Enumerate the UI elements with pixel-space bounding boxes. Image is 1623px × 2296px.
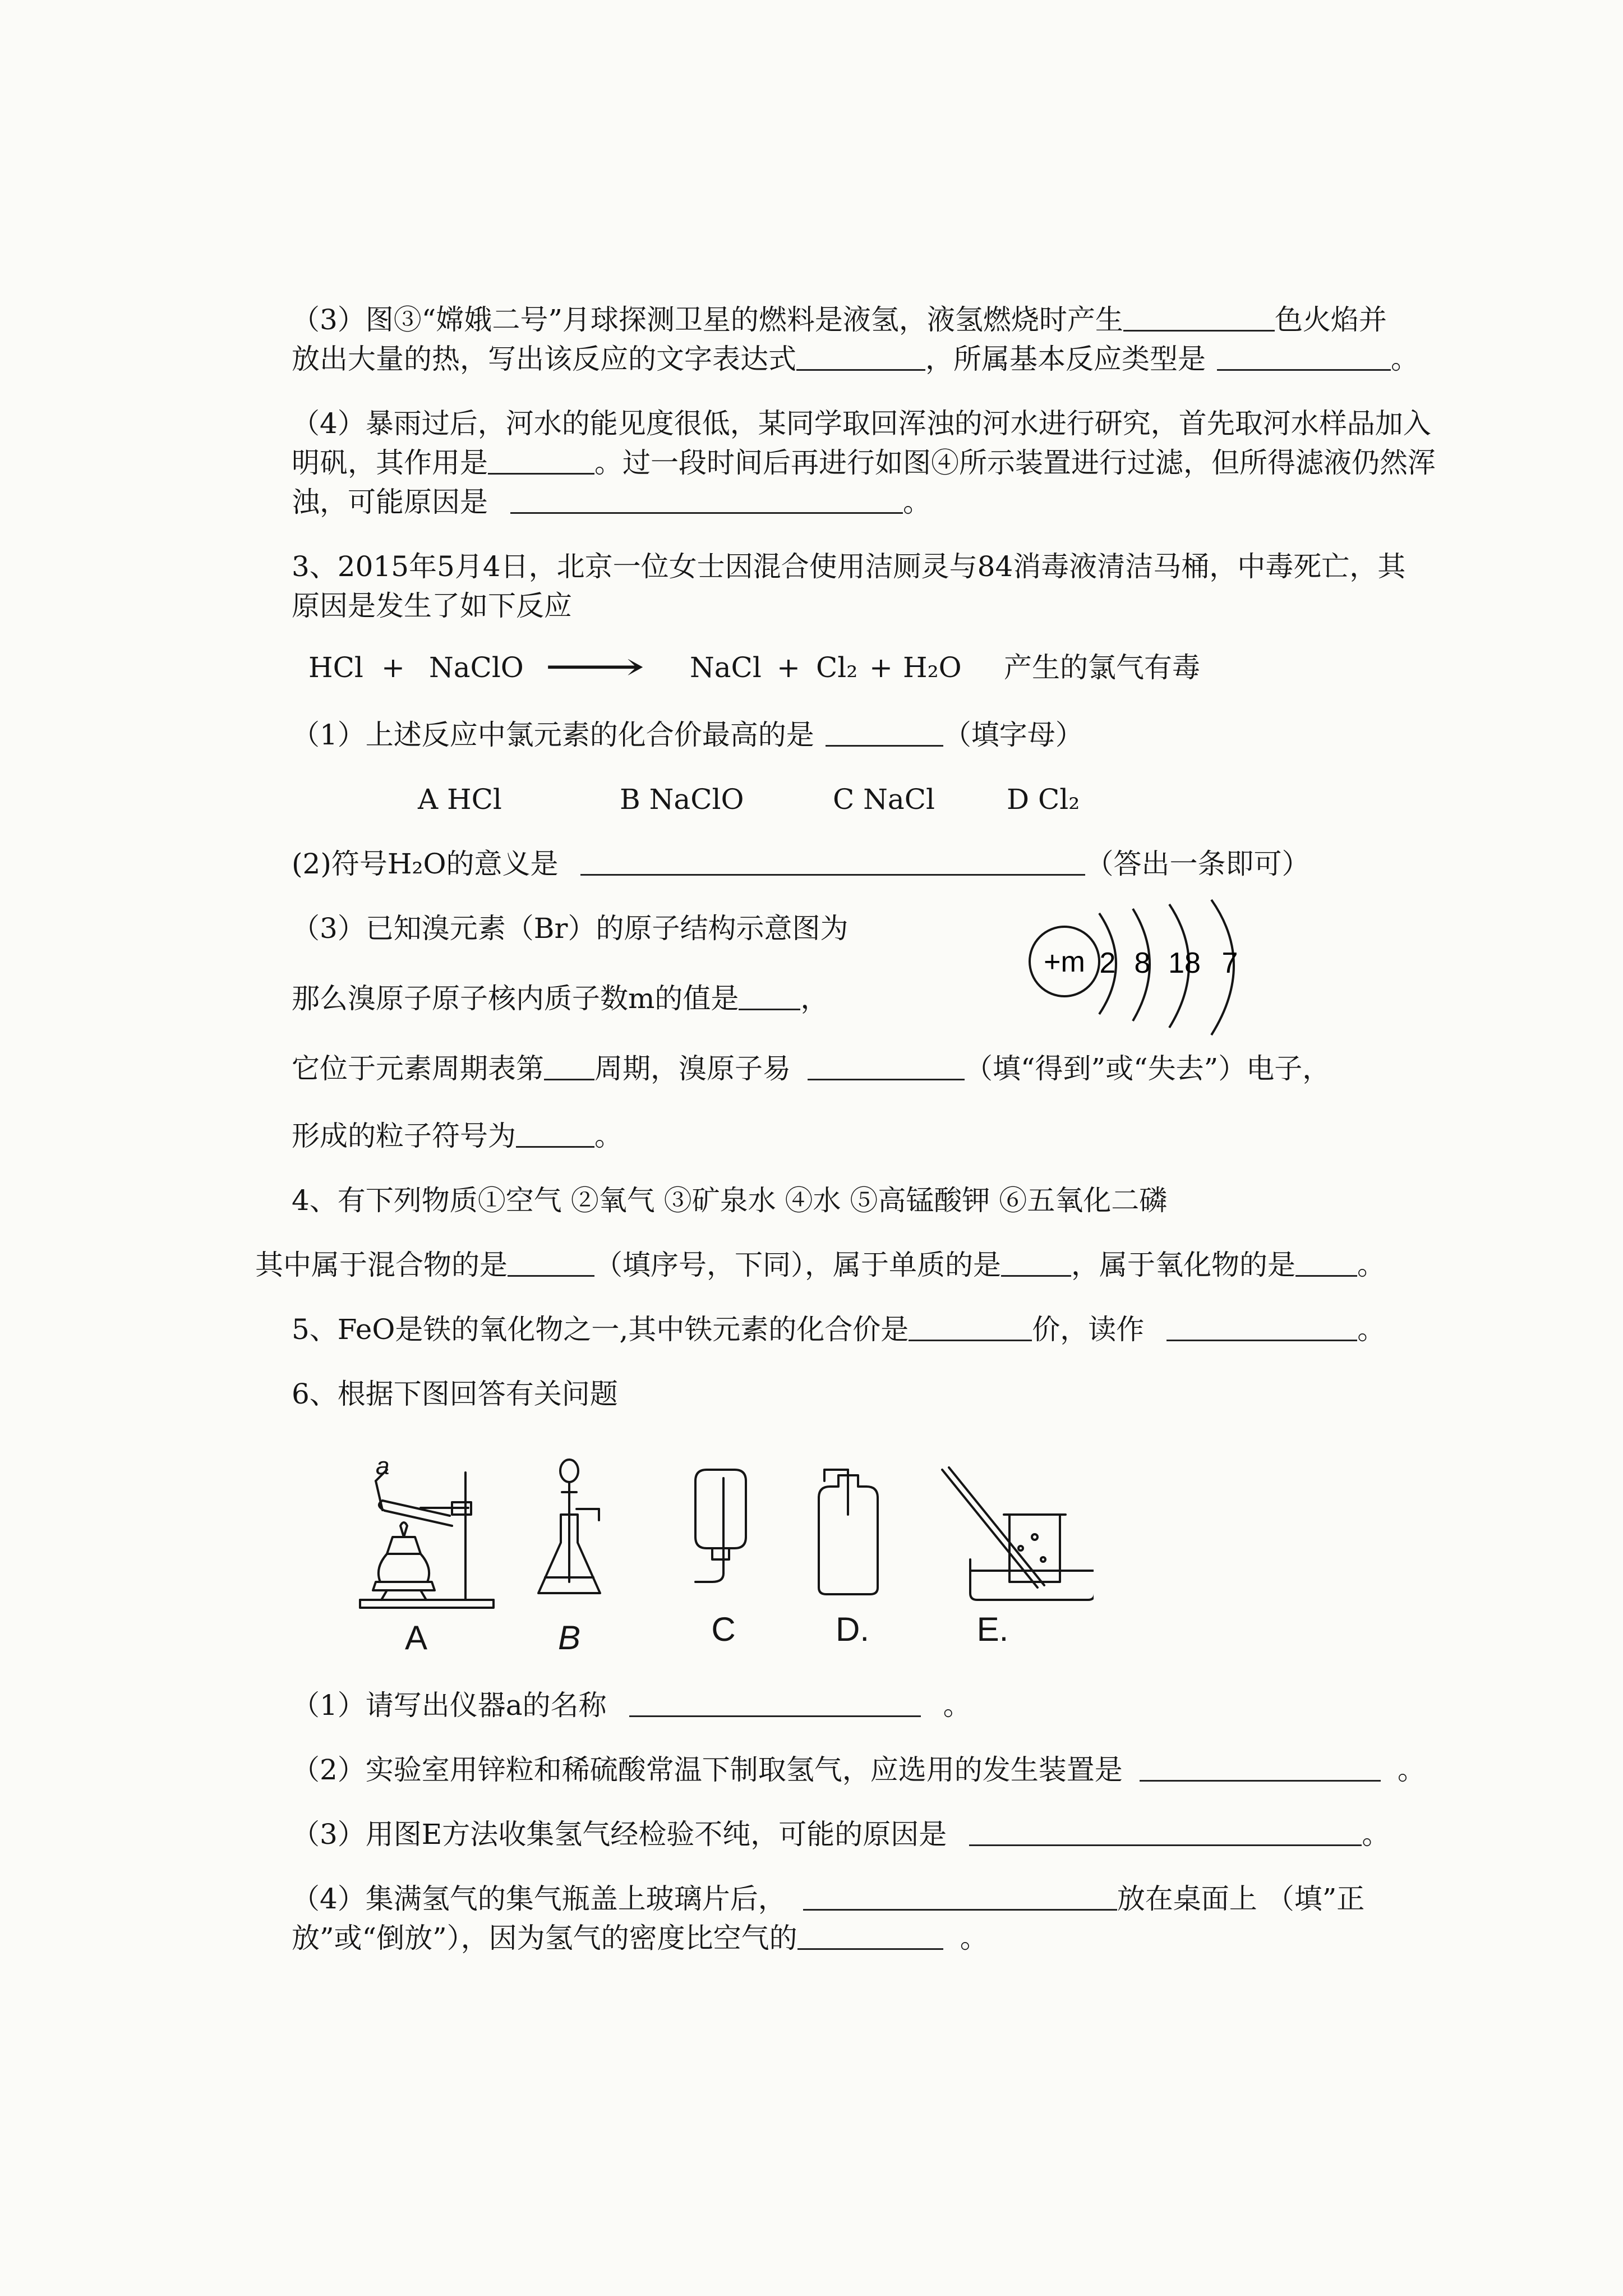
q3-3-line4 [292,1116,623,1156]
q6-1-text-a: （1）请写出仪器a的名称 [292,1689,607,1722]
label-a: A [404,1619,428,1657]
apparatus-d [819,1470,878,1594]
generator-blank[interactable] [1140,1754,1381,1782]
q6-1-line [292,1686,971,1725]
proton-number-blank[interactable] [739,983,800,1010]
apparatus-figure [353,1447,1094,1672]
q3-3-text-g: 形成的粒子符号为 [292,1120,516,1152]
q2-3-text-d: ，所属基本反应类型是 [925,343,1206,375]
apparatus-e [942,1467,1094,1600]
option-b: B NaClO [620,783,744,816]
q3-1-text-a: （1）上述反应中氯元素的化合价最高的是 [292,719,814,751]
apparatus-a [360,1452,494,1608]
impure-reason-blank[interactable] [969,1819,1362,1846]
q3-3-text-b: 那么溴原子原子核内质子数m的值是 [292,982,739,1015]
option-c: C NaCl [833,783,935,816]
label-e: E. [976,1611,1009,1648]
eq-product-cl2: Cl₂ [816,651,858,684]
q2-4-text-c: 。过一段时间后再进行如图④所示装置进行过滤，但所得滤液仍然浑 [594,447,1436,479]
eq-product-h2o: H₂O [903,651,962,684]
shell-electrons-4: 7 [1221,947,1238,979]
q2-3-text-b: 色火焰并 [1274,303,1387,336]
reaction-type-blank[interactable] [1217,343,1391,371]
option-d: D Cl₂ [1007,783,1080,816]
q6-3-line [292,1815,1390,1854]
q2-3-text-e: 。 [1391,343,1419,375]
shell-electrons-1: 2 [1099,947,1116,979]
q3-3-text-h: 。 [594,1120,623,1152]
q4-text-b: 其中属于混合物的是 [255,1249,508,1281]
apparatus-b [538,1460,600,1593]
q6-4-text-a: （4）集满氢气的集气瓶盖上玻璃片后， [292,1883,786,1915]
q6-2-line [292,1750,1426,1789]
mixture-blank[interactable] [508,1249,594,1277]
q3-3-text-c: ， [800,982,829,1015]
q2-4-text-e: 。 [903,486,931,518]
oxide-blank[interactable] [1295,1249,1357,1277]
q5-text-b: 价，读作 [1032,1313,1145,1346]
eq-arrow: ⟶ [544,643,645,689]
q3-3-line3 [292,1049,1330,1088]
q2-4-text-a: （4）暴雨过后，河水的能见度很低，某同学取回浑浊的河水进行研究，首先取河水样品加入 [292,407,1431,440]
q3-3-line2 [292,979,828,1018]
eq-reactant-hcl: HCl [308,651,363,684]
eq-note: 产生的氯气有毒 [1004,651,1200,684]
reaction-equation [308,643,1262,689]
eq-reactant-naclo: NaClO [429,651,524,684]
q2-4-line1 [292,404,1431,443]
q6-4-text-d: 。 [960,1922,988,1954]
q3-2-text-a: (2)符号H₂O的意义是 [292,848,559,880]
q4-line1 [292,1181,1167,1220]
gain-lose-blank[interactable] [808,1053,965,1080]
q2-3-line2 [292,339,1419,379]
q2-4-text-b: 明矾，其作用是 [292,447,488,479]
highest-valence-blank[interactable] [826,719,943,747]
q6-4-text-c: 放”或“倒放”），因为氢气的密度比空气的 [292,1922,797,1954]
eq-product-nacl: NaCl [690,651,762,684]
q3-intro2: 原因是发生了如下反应 [292,590,572,622]
eq-plus-1: + [381,651,405,684]
word-equation-blank[interactable] [796,343,925,371]
q2-3-line1 [292,300,1387,339]
shell-electrons-2: 8 [1134,947,1151,979]
q3-2-line [292,844,1310,884]
flame-color-blank[interactable] [1123,304,1275,332]
q6-title-line [292,1374,618,1414]
label-d: D. [836,1611,869,1648]
q4-line2 [255,1245,1385,1285]
q6-1-text-b: 。 [943,1689,971,1722]
q3-3-text-e: 周期，溴原子易 [594,1052,791,1085]
q6-4-text-b: 放在桌面上 （填”正 [1117,1883,1365,1915]
density-blank[interactable] [797,1922,943,1950]
q5-line [292,1310,1385,1349]
q6-4-line1 [292,1879,1364,1918]
ion-symbol-blank[interactable] [516,1120,594,1148]
eq-plus-3: + [869,651,893,684]
option-a: A HCl [418,783,502,816]
instrument-label-a: a [376,1452,390,1480]
q4-text-c: （填序号，下同），属于单质的是 [594,1249,1001,1281]
q3-3-text-a: （3）已知溴元素（Br）的原子结构示意图为 [292,912,849,945]
bromine-atom-diagram [1026,892,1295,1071]
q2-4-line2 [292,443,1436,482]
q6-3-text-a: （3）用图E方法收集氢气经检验不纯，可能的原因是 [292,1818,947,1851]
valence-blank[interactable] [909,1314,1032,1341]
q3-1-text-b: （填字母） [943,719,1083,751]
q3-3-text-d: 它位于元素周期表第 [292,1052,544,1085]
q3-3-text-f: （填“得到”或“失去”）电子， [965,1052,1331,1085]
q3-intro1: 3、2015年5月4日，北京一位女士因混合使用洁厕灵与84消毒液清洁马桶，中毒死亡，其 [292,550,1406,583]
h2o-meaning-blank[interactable] [580,848,1085,876]
label-c: C [711,1611,736,1648]
q2-3-text-a: （3）图③“嫦娥二号”月球探测卫星的燃料是液氢，液氢燃烧时产生 [292,303,1123,336]
q3-1-line [292,715,1083,754]
q4-text-a: 4、有下列物质①空气 ②氧气 ③矿泉水 ④水 ⑤高锰酸钾 ⑥五氧化二磷 [292,1184,1168,1217]
q6-4-line2 [292,1918,988,1958]
q6-3-text-b: 。 [1362,1818,1390,1851]
eq-plus-2: + [777,651,800,684]
q3-intro-line1 [292,547,1405,586]
alum-function-blank[interactable] [488,447,594,475]
q5-text-c: 。 [1357,1313,1386,1346]
q3-2-text-b: （答出一条即可） [1085,848,1310,880]
q3-3-line1 [292,909,848,948]
apparatus-c [695,1470,746,1582]
q6-title: 6、根据下图回答有关问题 [292,1378,618,1410]
label-b: B [557,1619,581,1657]
q6-2-text-b: 。 [1397,1754,1426,1786]
instrument-name-blank[interactable] [629,1690,921,1717]
filter-reason-blank[interactable] [510,486,903,514]
q4-text-e: 。 [1357,1249,1385,1281]
reading-blank[interactable] [1166,1314,1357,1341]
q4-text-d: ，属于氧化物的是 [1071,1249,1295,1281]
q2-3-text-c: 放出大量的热，写出该反应的文字表达式 [292,343,796,375]
nucleus-charge: +m [1044,946,1085,978]
period-blank[interactable] [544,1053,594,1080]
q3-options [418,780,1147,819]
q6-2-text-a: （2）实验室用锌粒和稀硫酸常温下制取氢气，应选用的发生装置是 [292,1754,1123,1786]
q3-intro-line2 [292,586,572,625]
q5-text-a: 5、FeO是铁的氧化物之一,其中铁元素的化合价是 [292,1313,909,1346]
q2-4-text-d: 浊，可能原因是 [292,486,488,518]
shell-electrons-3: 18 [1168,947,1201,979]
element-blank[interactable] [1001,1249,1071,1277]
q2-4-line3 [292,482,931,522]
placement-blank[interactable] [803,1883,1117,1911]
